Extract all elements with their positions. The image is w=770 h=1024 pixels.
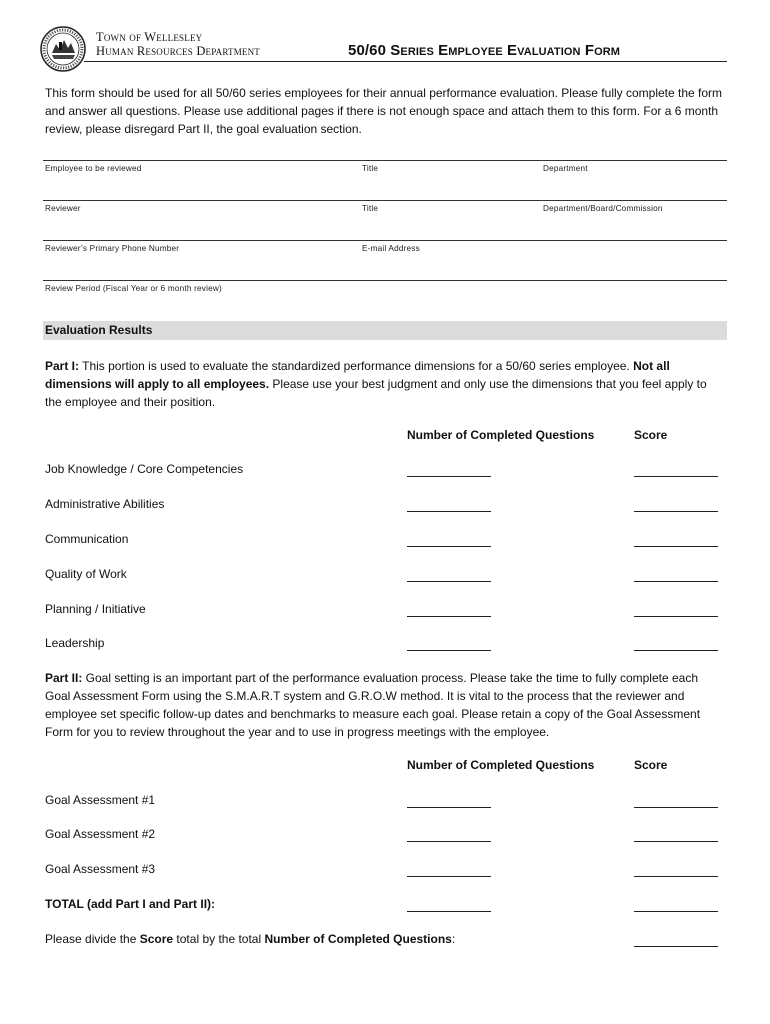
email-field-label: E-mail Address [362, 244, 420, 253]
intro-text: This form should be used for all 50/60 series employees for their annual performance evaluation. Please fully complete the form and answer all questions. Please use additional pages if there is not enough space and attach them to this form. For a 6 month review, please disregard Part II, the goal evaluation section. [45, 86, 723, 136]
total-score-blank[interactable] [634, 911, 718, 912]
divide-instruction [45, 932, 455, 946]
average-score-blank[interactable] [634, 946, 718, 947]
questions-blank[interactable] [407, 876, 491, 877]
divide-text: : [451, 932, 456, 946]
questions-blank[interactable] [407, 616, 491, 617]
questions-blank[interactable] [407, 511, 491, 512]
questions-blank[interactable] [407, 807, 491, 808]
department-board-field-label: Department/Board/Commission [543, 204, 663, 213]
dimension-label: Planning / Initiative [45, 602, 146, 616]
score-blank[interactable] [634, 511, 718, 512]
field-line [43, 200, 727, 201]
field-line [43, 240, 727, 241]
score-blank[interactable] [634, 876, 718, 877]
review-period-field-label: Review Period (Fiscal Year or 6 month review) [45, 284, 222, 293]
questions-column-header: Number of Completed Questions [407, 758, 595, 772]
score-blank[interactable] [634, 546, 718, 547]
score-column-header: Score [634, 428, 668, 442]
score-blank[interactable] [634, 650, 718, 651]
town-seal-icon [40, 26, 86, 72]
town-name [96, 30, 260, 58]
questions-blank[interactable] [407, 581, 491, 582]
questions-blank[interactable] [407, 476, 491, 477]
divide-text: Please divide the [45, 932, 140, 946]
field-line [43, 160, 727, 161]
questions-blank[interactable] [407, 650, 491, 651]
title-field-label: Title [362, 204, 379, 213]
part1-body: This portion is used to evaluate the standardized performance dimensions for a 50/60 series employee. [79, 359, 634, 373]
goal-label: Goal Assessment #2 [45, 827, 156, 841]
dimension-label: Communication [45, 532, 129, 546]
part1-label: Part I: [45, 359, 80, 373]
score-blank[interactable] [634, 807, 718, 808]
questions-blank[interactable] [407, 841, 491, 842]
town-line: Town of Wellesley [96, 30, 203, 44]
divide-text: total by the total [173, 932, 265, 946]
goal-label: Goal Assessment #3 [45, 862, 156, 876]
reviewer-field-label: Reviewer [45, 204, 81, 213]
total-label: TOTAL (add Part I and Part II): [45, 897, 216, 911]
score-column-header: Score [634, 758, 668, 772]
department-field-label: Department [543, 164, 588, 173]
score-blank[interactable] [634, 581, 718, 582]
total-questions-blank[interactable] [407, 911, 491, 912]
dimension-label: Quality of Work [45, 567, 127, 581]
employee-field-label: Employee to be reviewed [45, 164, 142, 173]
part1-bold: Not all dimensions will apply to all employees. [45, 359, 670, 391]
score-blank[interactable] [634, 476, 718, 477]
part1-text [45, 357, 725, 411]
department-line: Human Resources Department [96, 44, 260, 58]
part2-text [45, 669, 725, 741]
questions-column-header: Number of Completed Questions [407, 428, 595, 442]
score-blank[interactable] [634, 616, 718, 617]
score-blank[interactable] [634, 841, 718, 842]
dimension-label: Job Knowledge / Core Competencies [45, 462, 244, 476]
part2-label: Part II: [45, 671, 83, 685]
dimension-label: Administrative Abilities [45, 497, 165, 511]
field-line [43, 280, 727, 281]
part2-body: Goal setting is an important part of the performance evaluation process. Please take the time to fully complete each Goal Assessment Form using the S.M.A.R.T system and G.R.O.W method. It is vital to the process that the reviewer and employee set specific follow-up dates and benchmarks to measure each goal. Please retain a copy of the Goal Assessment Form for you to review throughout the year and to use in progress meetings with the employee. [45, 671, 701, 739]
divide-bold: Number of Completed Questions [264, 932, 452, 946]
title-field-label: Title [362, 164, 379, 173]
divide-bold: Score [139, 932, 174, 946]
form-title: 50/60 Series Employee Evaluation Form [348, 42, 621, 59]
dimension-label: Leadership [45, 636, 105, 650]
phone-field-label: Reviewer’s Primary Phone Number [45, 244, 180, 253]
title-divider [84, 61, 727, 62]
goal-label: Goal Assessment #1 [45, 793, 156, 807]
part1-body2: Please use your best judgment and only use the dimensions that you feel apply to the employee and their position. [45, 377, 707, 409]
questions-blank[interactable] [407, 546, 491, 547]
section-title: Evaluation Results [45, 323, 153, 337]
